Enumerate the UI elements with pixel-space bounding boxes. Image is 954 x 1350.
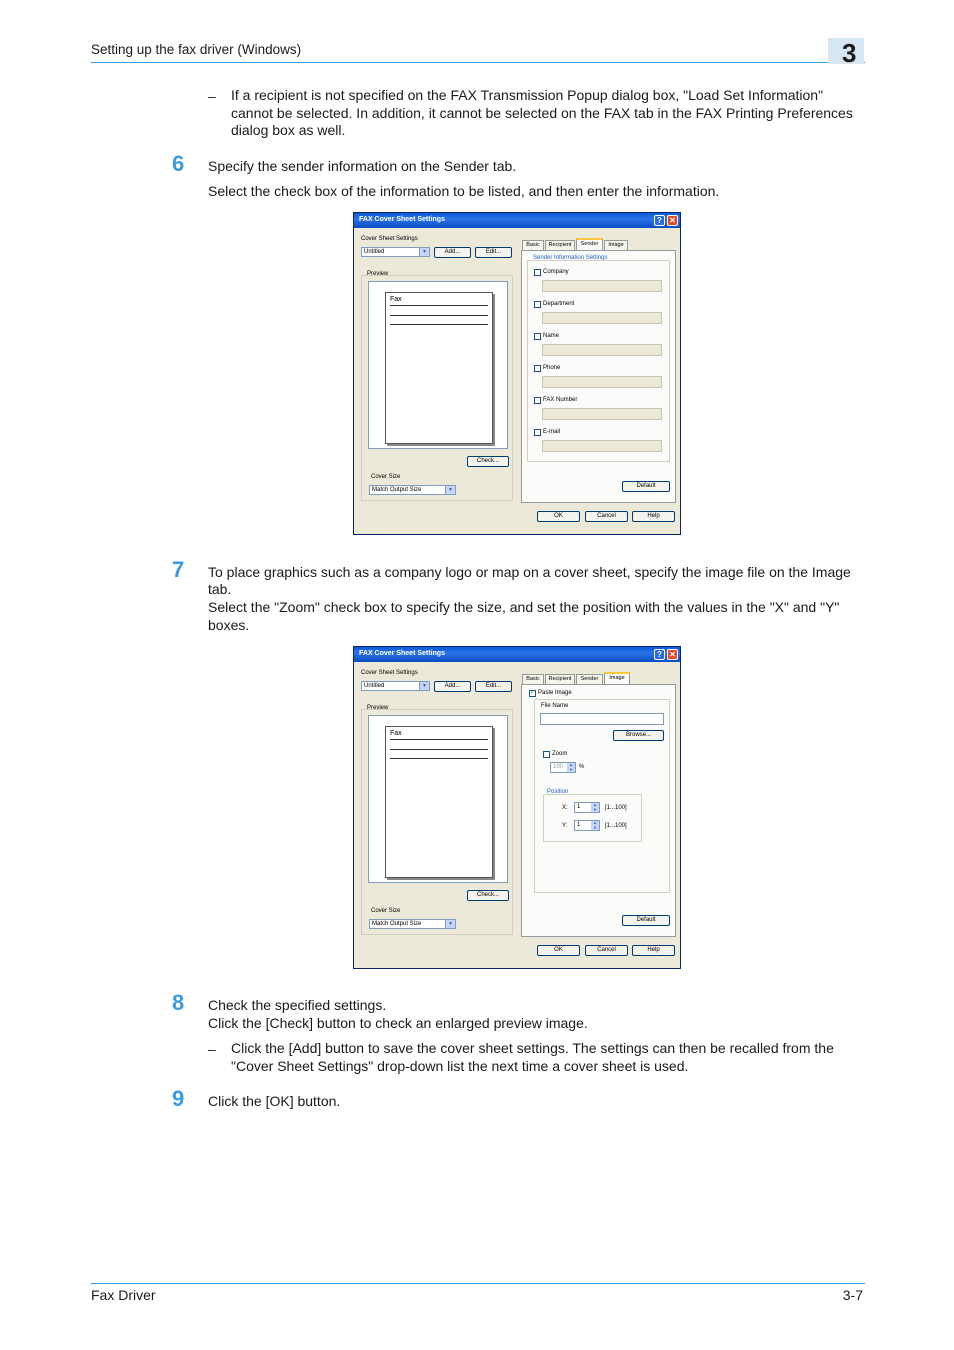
preview-line xyxy=(390,315,488,316)
note-marker: – xyxy=(208,88,216,104)
note-marker: – xyxy=(208,1041,216,1057)
step-text: To place graphics such as a company logo or map on a cover sheet, specify the image file on the Image xyxy=(208,564,851,580)
spin-arrows-icon: ▲ ▼ xyxy=(591,803,599,812)
edit-button[interactable]: Edit... xyxy=(475,681,512,692)
preview-line xyxy=(390,739,488,740)
cover-size-value: Match Output Size xyxy=(372,921,422,927)
email-field[interactable] xyxy=(542,440,662,452)
step-text: tab. xyxy=(208,581,232,597)
page-number: 3-7 xyxy=(842,1287,863,1303)
cancel-button[interactable]: Cancel xyxy=(585,945,628,956)
phone-field[interactable] xyxy=(542,376,662,388)
preview-sheet xyxy=(385,292,493,444)
phone-checkbox[interactable] xyxy=(534,365,541,372)
tab-recipient[interactable]: Recipient xyxy=(545,240,575,250)
preview-line xyxy=(390,324,488,325)
tab-sender[interactable]: Sender xyxy=(576,238,603,250)
chevron-down-icon: ▼ xyxy=(419,682,429,690)
company-field[interactable] xyxy=(542,280,662,292)
preview-label: Preview xyxy=(367,271,389,277)
cover-sheet-value: Untitled xyxy=(364,249,385,255)
tab-basic[interactable]: Basic xyxy=(522,240,544,250)
preview-fax-text: Fax xyxy=(390,730,402,737)
dialog-title: FAX Cover Sheet Settings xyxy=(359,216,445,223)
paste-image-checkbox[interactable]: ✓ xyxy=(530,690,536,696)
sender-info-group-label: Sender Information Settings xyxy=(533,255,608,261)
y-value: 1 xyxy=(577,822,581,828)
note-text-2: cannot be selected. In addition, it cannot be selected on the FAX tab in the FAX Printing Preferences xyxy=(231,105,853,121)
help-button[interactable]: Help xyxy=(632,945,675,956)
step-number: 6 xyxy=(172,151,185,176)
preview-area xyxy=(368,281,508,449)
cover-sheet-select[interactable] xyxy=(361,247,430,257)
step-text: Select the check box of the information to be listed, and then enter the information. xyxy=(208,183,720,199)
y-stepper[interactable] xyxy=(574,820,600,831)
file-name-input[interactable] xyxy=(540,713,664,725)
preview-line xyxy=(390,758,488,759)
footer-rule xyxy=(91,1283,865,1284)
spin-arrows-icon: ▲ ▼ xyxy=(567,763,575,772)
email-label: E-mail xyxy=(543,429,561,435)
tab-basic[interactable]: Basic xyxy=(522,674,544,684)
cover-size-value: Match Output Size xyxy=(372,487,422,493)
fax-number-checkbox[interactable] xyxy=(534,397,541,404)
file-name-label: File Name xyxy=(541,703,569,709)
footer-title: Fax Driver xyxy=(91,1287,156,1303)
step-text: Click the [Check] button to check an enlarged preview image. xyxy=(208,1015,588,1031)
company-checkbox[interactable] xyxy=(534,269,541,276)
step-number: 9 xyxy=(172,1086,185,1111)
department-checkbox[interactable] xyxy=(534,301,541,308)
spin-arrows-icon: ▲ ▼ xyxy=(591,821,599,830)
cover-size-select[interactable] xyxy=(369,919,456,929)
cover-size-label: Cover Size xyxy=(371,474,401,480)
dialog-title: FAX Cover Sheet Settings xyxy=(359,650,445,657)
note-text-3: dialog box as well. xyxy=(231,122,346,138)
step-text: Check the specified settings. xyxy=(208,997,387,1013)
fax-number-label: FAX Number xyxy=(543,397,578,403)
zoom-value: 100 xyxy=(553,764,564,770)
ok-button[interactable]: OK xyxy=(537,511,580,522)
cover-sheet-settings-label: Cover Sheet Settings xyxy=(361,670,418,676)
default-button[interactable]: Default xyxy=(622,481,670,492)
zoom-label: Zoom xyxy=(552,751,568,757)
note-text: "Cover Sheet Settings" drop-down list the next time a cover sheet is used. xyxy=(231,1058,689,1074)
chapter-number: 3 xyxy=(842,38,857,68)
zoom-unit: % xyxy=(579,764,585,770)
header-rule xyxy=(91,62,865,63)
phone-label: Phone xyxy=(543,365,561,371)
note-text: Click the [Add] button to save the cover sheet settings. The settings can then be recalled from the xyxy=(231,1040,834,1056)
cover-size-select[interactable] xyxy=(369,485,456,495)
tab-image[interactable]: Image xyxy=(604,240,628,250)
preview-fax-text: Fax xyxy=(390,296,402,303)
add-button[interactable]: Add... xyxy=(434,681,471,692)
close-icon[interactable]: ✕ xyxy=(667,215,678,226)
paste-image-label: Paste Image xyxy=(538,690,572,696)
cancel-button[interactable]: Cancel xyxy=(585,511,628,522)
x-label: X: xyxy=(562,805,568,811)
x-stepper[interactable] xyxy=(574,802,600,813)
default-button[interactable]: Default xyxy=(622,915,670,926)
tab-recipient[interactable]: Recipient xyxy=(545,674,575,684)
y-label: Y: xyxy=(562,823,568,829)
step-number: 7 xyxy=(172,557,185,582)
check-button[interactable]: Check... xyxy=(467,890,509,901)
cover-sheet-dialog-image xyxy=(353,646,681,969)
preview-area xyxy=(368,715,508,883)
name-field[interactable] xyxy=(542,344,662,356)
dialog-title-bar xyxy=(354,213,680,228)
fax-number-field[interactable] xyxy=(542,408,662,420)
preview-line xyxy=(390,749,488,750)
ok-button[interactable]: OK xyxy=(537,945,580,956)
tab-sender[interactable]: Sender xyxy=(576,674,603,684)
section-title: Setting up the fax driver (Windows) xyxy=(91,42,302,57)
cover-size-label: Cover Size xyxy=(371,908,401,914)
y-range: [1...100] xyxy=(605,823,627,829)
edit-button[interactable]: Edit... xyxy=(475,247,512,258)
preview-sheet xyxy=(385,726,493,878)
step-number: 8 xyxy=(172,990,185,1015)
zoom-checkbox[interactable] xyxy=(543,751,550,758)
note-text-1: If a recipient is not specified on the FAX Transmission Popup dialog box, "Load Set Information" xyxy=(231,87,824,103)
name-label: Name xyxy=(543,333,560,339)
preview-line xyxy=(390,305,488,306)
cover-sheet-select[interactable] xyxy=(361,681,430,691)
close-icon[interactable]: ✕ xyxy=(667,649,678,660)
help-icon[interactable]: ? xyxy=(654,649,665,660)
check-button[interactable]: Check... xyxy=(467,456,509,467)
chevron-down-icon: ▼ xyxy=(419,248,429,256)
cover-sheet-value: Untitled xyxy=(364,683,385,689)
chevron-down-icon: ▼ xyxy=(445,920,455,928)
help-button[interactable]: Help xyxy=(632,511,675,522)
step-text: Click the [OK] button. xyxy=(208,1093,341,1109)
step-text: boxes. xyxy=(208,617,250,633)
x-value: 1 xyxy=(577,804,581,810)
email-checkbox[interactable] xyxy=(534,429,541,436)
x-range: [1...100] xyxy=(605,805,627,811)
step-text: Specify the sender information on the Sender tab. xyxy=(208,158,517,174)
position-label: Position xyxy=(547,789,569,795)
help-icon[interactable]: ? xyxy=(654,215,665,226)
chevron-down-icon: ▼ xyxy=(445,486,455,494)
tab-image[interactable]: Image xyxy=(604,672,630,684)
company-label: Company xyxy=(543,269,569,275)
browse-button[interactable]: Browse... xyxy=(613,730,664,741)
dialog-title-bar xyxy=(354,647,680,662)
add-button[interactable]: Add... xyxy=(434,247,471,258)
preview-label: Preview xyxy=(367,705,389,711)
cover-sheet-settings-label: Cover Sheet Settings xyxy=(361,236,418,242)
cover-sheet-dialog-sender xyxy=(353,212,681,535)
department-field[interactable] xyxy=(542,312,662,324)
name-checkbox[interactable] xyxy=(534,333,541,340)
step-text: Select the "Zoom" check box to specify the size, and set the position with the values in the "X" and "Y" xyxy=(208,599,840,615)
department-label: Department xyxy=(543,301,575,307)
zoom-stepper[interactable] xyxy=(550,762,576,773)
